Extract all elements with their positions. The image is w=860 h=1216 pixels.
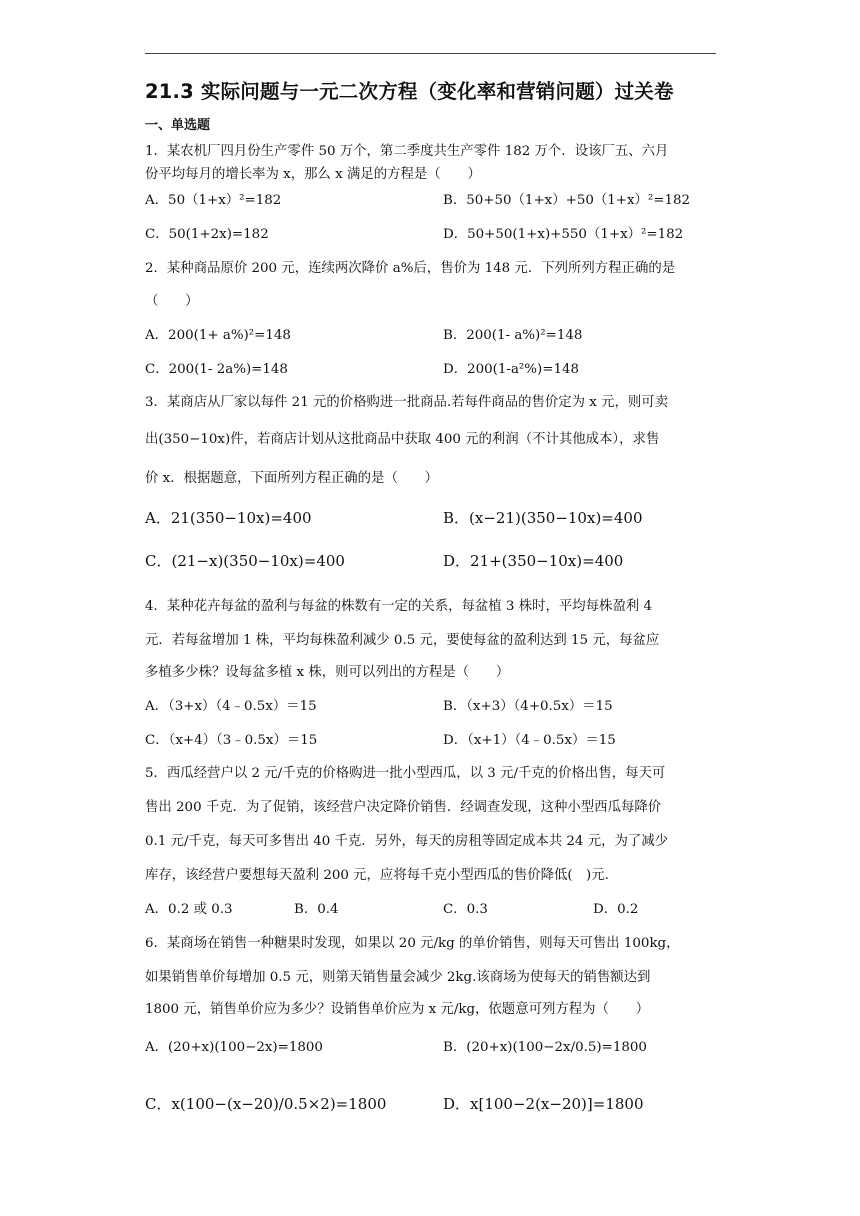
q2-option-a: A．200(1+ a%)²=148 — [145, 328, 291, 343]
q1-stem-line1: 1．某农机厂四月份生产零件 50 万个，第二季度共生产零件 182 万个．设该厂五、六月 — [145, 144, 669, 159]
q2-stem-line2: （ ） — [145, 294, 199, 309]
q3-option-a: A．21(350−10x)=400 — [145, 509, 312, 527]
q5-option-c: C．0.3 — [443, 902, 488, 917]
q3-stem-line2: 出(350−10x)件，若商店计划从这批商品中获取 400 元的利润（不计其他成本），求售 — [145, 432, 660, 447]
section-heading: 一、单选题 — [145, 118, 211, 133]
q4-option-a: A．（3+x）（4﹣0.5x）＝15 — [145, 699, 317, 714]
header-rule — [145, 53, 716, 54]
q1-option-c: C．50(1+2x)=182 — [145, 227, 269, 242]
q1-stem-line2: 份平均每月的增长率为 x，那么 x 满足的方程是（ ） — [145, 167, 481, 182]
q4-stem-line2: 元．若每盆增加 1 株，平均每株盈利减少 0.5 元，要使每盆的盈利达到 15 元，每盆应 — [145, 633, 660, 648]
q3-stem-line3: 价 x．根据题意，下面所列方程正确的是（ ） — [145, 471, 439, 486]
q6-option-c: C．x(100−(x−20)/0.5×2)=1800 — [145, 1095, 387, 1113]
q2-option-c: C．200(1- 2a%)=148 — [145, 362, 288, 377]
q5-stem-line4: 库存，该经营户要想每天盈利 200 元，应将每千克小型西瓜的售价降低( )元. — [145, 868, 609, 883]
q5-stem-line3: 0.1 元/千克，每天可多售出 40 千克．另外，每天的房租等固定成本共 24 元，为了减少 — [145, 834, 669, 849]
q6-option-d: D．x[100−2(x−20)]=1800 — [443, 1095, 644, 1113]
q3-option-d: D．21+(350−10x)=400 — [443, 552, 624, 570]
q2-option-d: D．200(1-a²%)=148 — [443, 362, 580, 377]
q1-option-d: D．50+50(1+x)+550（1+x）²=182 — [443, 227, 684, 242]
q6-stem-line1: 6．某商场在销售一种糖果时发现，如果以 20 元/kg 的单价销售，则每天可售出 100kg， — [145, 936, 680, 951]
q2-stem-line1: 2．某种商品原价 200 元，连续两次降价 a%后，售价为 148 元．下列所列方程正确的是 — [145, 261, 676, 276]
q6-option-b: B．(20+x)(100−2x/0.5)=1800 — [443, 1040, 647, 1055]
q3-option-b: B．(x−21)(350−10x)=400 — [443, 509, 643, 527]
q1-option-a: A．50（1+x）²=182 — [145, 193, 282, 208]
q4-option-b: B．（x+3）（4+0.5x）＝15 — [443, 699, 613, 714]
q3-option-c: C．(21−x)(350−10x)=400 — [145, 552, 345, 570]
q4-stem-line3: 多植多少株？设每盆多植 x 株，则可以列出的方程是（ ） — [145, 665, 510, 680]
q1-option-b: B．50+50（1+x）+50（1+x）²=182 — [443, 193, 691, 208]
page-title: 21.3 实际问题与一元二次方程（变化率和营销问题）过关卷 — [145, 80, 674, 103]
q5-option-d: D．0.2 — [593, 902, 639, 917]
q2-option-b: B．200(1- a%)²=148 — [443, 328, 583, 343]
q6-stem-line2: 如果销售单价每增加 0.5 元，则第天销售量会减少 2kg.该商场为使每天的销售额达到 — [145, 970, 651, 985]
q5-stem-line1: 5．西瓜经营户以 2 元/千克的价格购进一批小型西瓜，以 3 元/千克的价格出售，每天可 — [145, 766, 666, 781]
q6-stem-line3: 1800 元，销售单价应为多少？设销售单价应为 x 元/kg，依题意可列方程为（ ） — [145, 1002, 650, 1017]
q5-option-b: B．0.4 — [294, 902, 339, 917]
q3-stem-line1: 3．某商店从厂家以每件 21 元的价格购进一批商品.若每件商品的售价定为 x 元，则可卖 — [145, 395, 669, 410]
q5-stem-line2: 售出 200 千克．为了促销，该经营户决定降价销售．经调查发现，这种小型西瓜每降价 — [145, 800, 662, 815]
q4-stem-line1: 4．某种花卉每盆的盈利与每盆的株数有一定的关系，每盆植 3 株时，平均每株盈利 4 — [145, 599, 652, 614]
q4-option-d: D．（x+1）（4﹣0.5x）＝15 — [443, 733, 616, 748]
q5-option-a: A．0.2 或 0.3 — [145, 902, 233, 917]
q6-option-a: A．(20+x)(100−2x)=1800 — [145, 1040, 323, 1055]
q4-option-c: C．（x+4）（3﹣0.5x）＝15 — [145, 733, 318, 748]
